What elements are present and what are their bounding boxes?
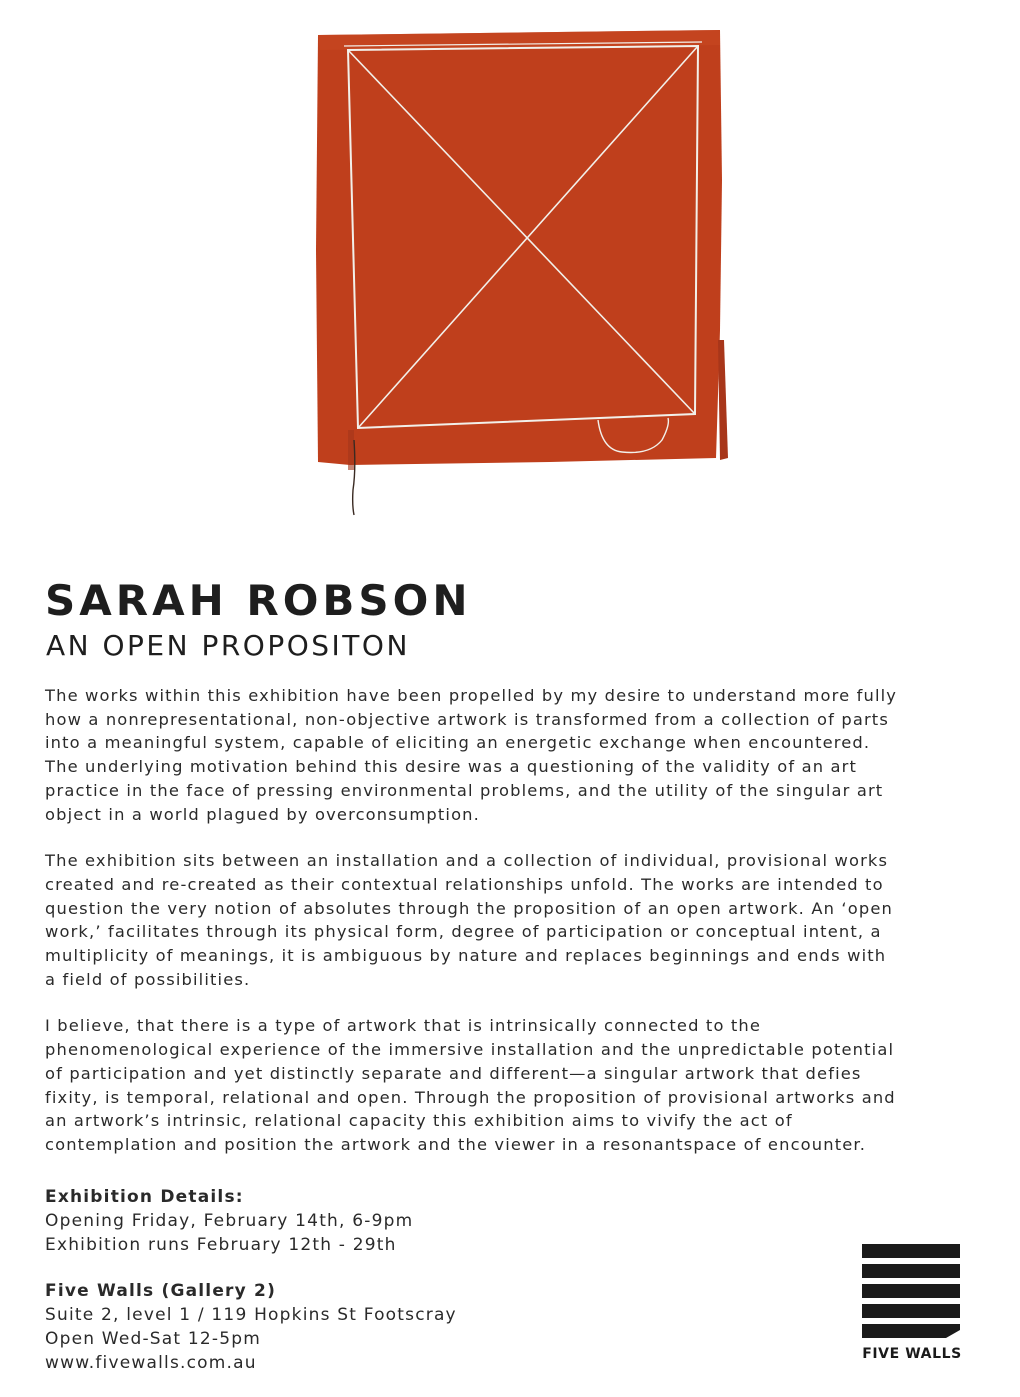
statement-paragraph-2: The exhibition sits between an installation and a collection of individual, provisional works created and re-created as their contextual relationships unfold. The works are intended to question the very notion of absolutes through the proposition of an open artwork. An ‘open work,’ facilitates through its physical form, degree of participation or conceptual intent, a multiplicity of meanings, it is ambiguous by nature and replaces beginnings and ends with a field of possibilities.	[45, 851, 893, 989]
details-block	[45, 1185, 605, 1257]
logo-text: FIVE WALLS	[862, 1346, 962, 1362]
red-felt-artwork	[250, 0, 760, 520]
statement-paragraph-3: I believe, that there is a type of artwork that is intrinsically connected to the phenomenological experience of the immersive installation and the unpredictable potential of participation and yet distinctly separate and different—a singular artwork that defies fixity, is temporal, relational and open. Through the proposition of provisional artworks and an artwork’s intrinsic, relational capacity this exhibition aims to vivify the act of contemplation and position the artwork and the viewer in a resonantspace of encounter.	[45, 1016, 896, 1154]
venue-address: Suite 2, level 1 / 119 Hopkins St Footscray	[45, 1305, 457, 1325]
opening-info: Opening Friday, February 14th, 6-9pm	[45, 1211, 414, 1231]
venue-name: Five Walls (Gallery 2)	[45, 1281, 277, 1301]
statement-paragraph-1: The works within this exhibition have been propelled by my desire to understand more fully how a nonrepresentational, non-objective artwork is transformed from a collection of parts into a meaningful system, capable of eliciting an energetic exchange when encountered. The underlying motivation behind this desire was a questioning of the validity of an art practice in the face of pressing environmental problems, and the utility of the singular art object in a world plagued by overconsumption.	[45, 686, 898, 824]
exhibition-statement	[45, 684, 990, 1180]
details-heading: Exhibition Details:	[45, 1187, 244, 1207]
runs-info: Exhibition runs February 12th - 29th	[45, 1235, 397, 1255]
venue-hours: Open Wed-Sat 12-5pm	[45, 1329, 262, 1349]
exhibition-details	[45, 1185, 605, 1397]
artwork-image	[250, 0, 760, 520]
exhibition-title: AN OPEN PROPOSITON	[46, 629, 410, 662]
venue-block	[45, 1279, 605, 1375]
artist-name: SARAH ROBSON	[45, 576, 472, 625]
five-walls-stripes-icon	[862, 1244, 962, 1344]
venue-website-link[interactable]: www.fivewalls.com.au	[45, 1353, 257, 1373]
